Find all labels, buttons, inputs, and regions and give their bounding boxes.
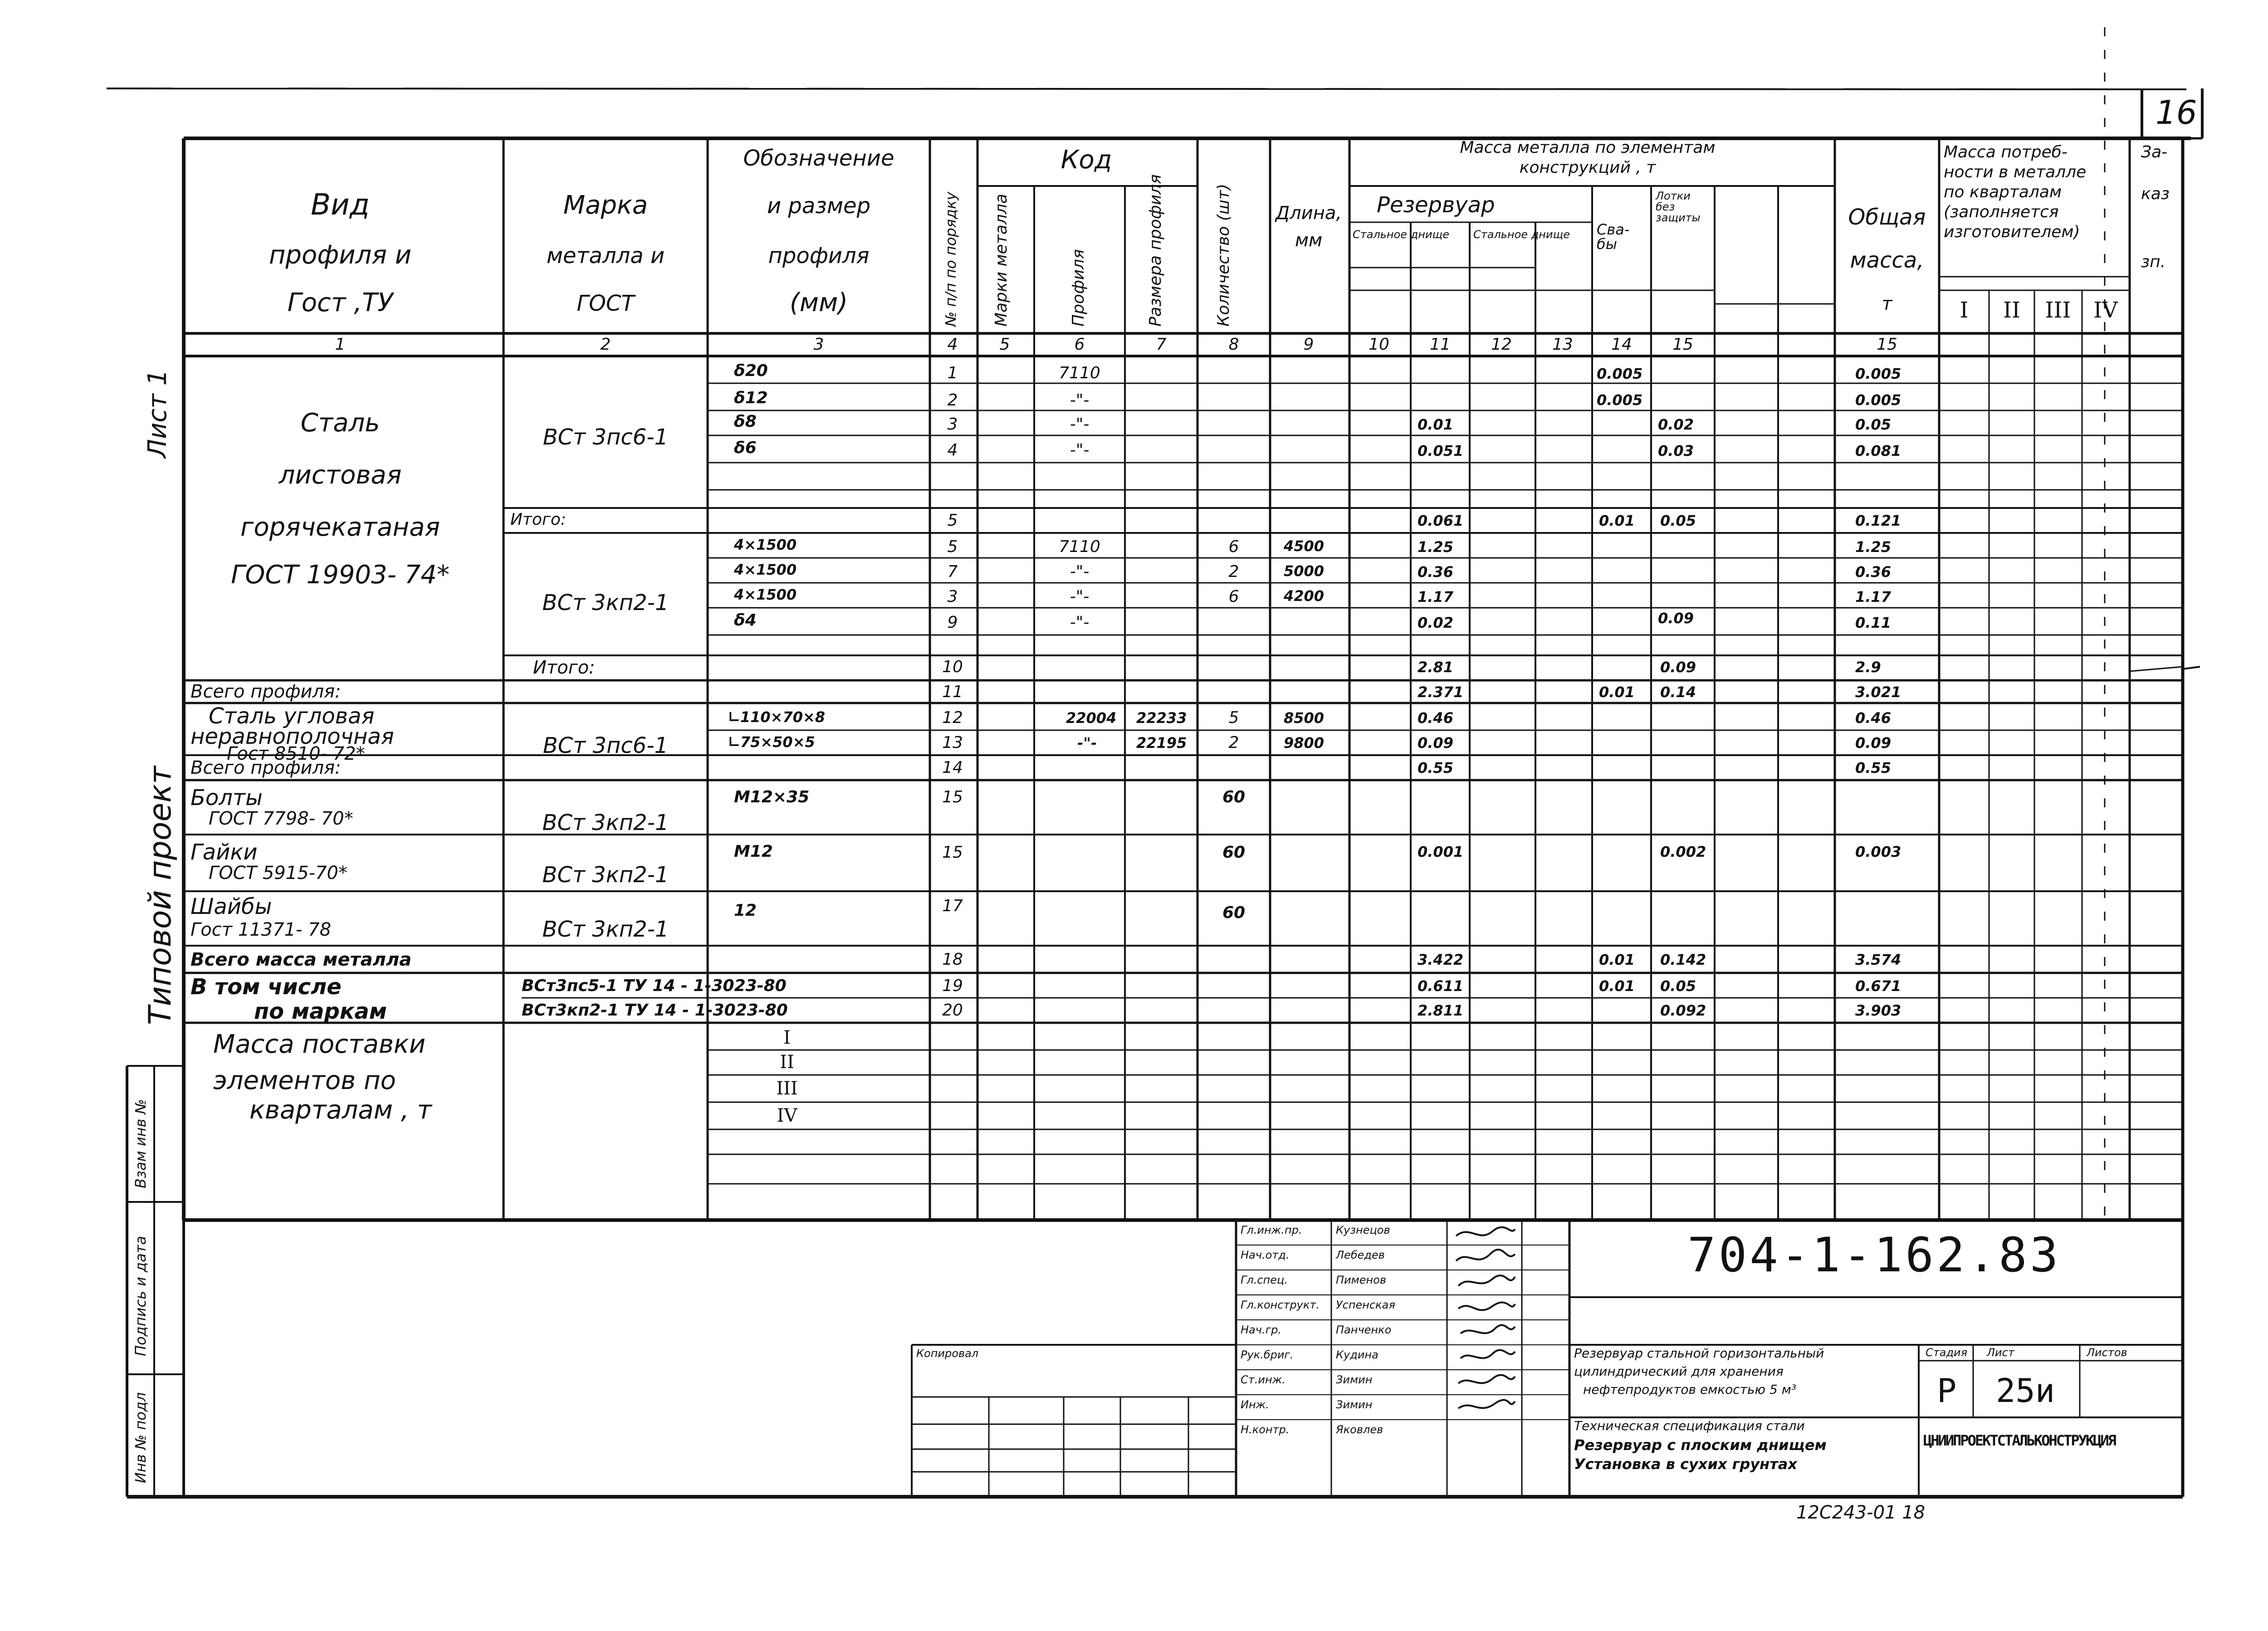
row6-qty: 6 bbox=[1228, 537, 1239, 556]
row11-no: 11 bbox=[942, 683, 963, 701]
colnum-4: 4 bbox=[947, 335, 958, 354]
tb-role-4: Гл.конструкт. bbox=[1241, 1299, 1320, 1311]
colnum-12: 12 bbox=[1491, 335, 1512, 354]
row10-c15: 0.09 bbox=[1660, 659, 1696, 676]
sheet-side-label: Лист 1 bbox=[143, 369, 172, 458]
binding-label-3: Инв № подл bbox=[132, 1392, 149, 1483]
row7-qty: 2 bbox=[1228, 562, 1239, 581]
row7-total: 0.36 bbox=[1855, 563, 1891, 581]
tb-role-1: Гл.инж.пр. bbox=[1241, 1224, 1302, 1236]
row5-total: 0.121 bbox=[1855, 512, 1901, 529]
header-code: Код bbox=[1061, 145, 1112, 175]
total-metal-c11: 3.422 bbox=[1418, 951, 1464, 968]
incl1-spec: ВСт3пс5-1 ТУ 14 - 1-3023-80 bbox=[522, 977, 787, 995]
drawing-code: 704-1-162.83 bbox=[1687, 1227, 2061, 1283]
header-sub-d: Лотки без защиты bbox=[1656, 190, 1701, 224]
header-sub-c: Сва- бы bbox=[1597, 221, 1630, 253]
angle1-qty: 5 bbox=[1228, 708, 1239, 727]
tb-role-7: Ст.инж. bbox=[1241, 1373, 1286, 1386]
tb-stamp-note: Копировал bbox=[916, 1347, 979, 1360]
header-designation-2: и размер bbox=[767, 193, 871, 219]
angle1-total: 0.46 bbox=[1855, 709, 1891, 727]
total-metal-c14: 0.01 bbox=[1599, 951, 1635, 968]
row7-no: 7 bbox=[947, 562, 958, 581]
incl1-c11: 0.611 bbox=[1418, 977, 1464, 995]
header-no: № п/п по порядку bbox=[942, 191, 959, 327]
colnum-9: 9 bbox=[1303, 335, 1314, 354]
row7-length: 5000 bbox=[1284, 562, 1325, 580]
row1-designation: δ20 bbox=[734, 361, 768, 380]
nuts-no: 15 bbox=[942, 843, 963, 862]
colnum-6: 6 bbox=[1074, 335, 1085, 354]
delivery-quarter-4: IV bbox=[777, 1105, 797, 1126]
tb-role-6: Рук.бриг. bbox=[1241, 1348, 1294, 1361]
header-mass-group-1: Масса металла по элементам bbox=[1460, 138, 1716, 157]
nuts-total: 0.003 bbox=[1855, 843, 1901, 860]
header-quarter-2: II bbox=[2003, 298, 2020, 323]
row10-c11: 2.81 bbox=[1418, 659, 1453, 676]
row1-no: 1 bbox=[947, 364, 958, 382]
header-sub-a: Стальное днище bbox=[1353, 228, 1449, 241]
incl1-c14: 0.01 bbox=[1599, 977, 1635, 995]
total-profile2-c11: 0.55 bbox=[1418, 759, 1453, 776]
tb-role-2: Нач.отд. bbox=[1241, 1249, 1290, 1261]
washers-name-2: Гост 11371- 78 bbox=[191, 919, 332, 940]
colnum-5: 5 bbox=[999, 335, 1010, 354]
angle1-length: 8500 bbox=[1284, 709, 1325, 727]
group1-grade-b: ВСт 3кп2-1 bbox=[542, 590, 669, 615]
header-sub-b: Стальное днище bbox=[1473, 228, 1570, 241]
row10-total: 2.9 bbox=[1855, 659, 1881, 676]
row3-total: 0.05 bbox=[1855, 416, 1891, 433]
row4-c11: 0.051 bbox=[1418, 442, 1464, 459]
tb-org: ЦНИИПРОЕКТСТАЛЬКОНСТРУКЦИЯ bbox=[1923, 1432, 2115, 1449]
tb-name-5: Панченко bbox=[1336, 1323, 1392, 1336]
group1-grade-a: ВСт 3пс6-1 bbox=[543, 425, 669, 450]
row8-designation: 4×1500 bbox=[734, 586, 797, 603]
group1-profile-3: горячекатаная bbox=[240, 513, 440, 542]
nuts-name-2: ГОСТ 5915-70* bbox=[209, 863, 347, 884]
row5-c11: 0.061 bbox=[1418, 512, 1464, 529]
row11-c11: 2.371 bbox=[1418, 684, 1464, 701]
angle2-no: 13 bbox=[942, 733, 963, 752]
row8-no: 3 bbox=[947, 587, 958, 606]
row4-total: 0.081 bbox=[1855, 442, 1901, 459]
row6-no: 5 bbox=[947, 537, 958, 556]
tb-name-9: Яковлев bbox=[1336, 1423, 1383, 1436]
row4-profile-code: -"- bbox=[1070, 441, 1090, 459]
delivery-quarter-1: I bbox=[783, 1027, 791, 1048]
tb-desc-bottom-2: Резервуар с плоским днищем bbox=[1574, 1436, 1827, 1454]
row1-c14: 0.005 bbox=[1597, 365, 1643, 382]
colnum-7: 7 bbox=[1156, 335, 1167, 354]
row3-c15: 0.02 bbox=[1658, 416, 1694, 433]
incl-label-1: В том числе bbox=[191, 974, 342, 1000]
header-quarterly-5: изготовителем) bbox=[1944, 223, 2080, 241]
tb-role-3: Гл.спец. bbox=[1241, 1274, 1288, 1286]
row7-profile-code: -"- bbox=[1070, 562, 1090, 581]
header-total-1: Общая bbox=[1848, 205, 1926, 230]
bolts-qty: 60 bbox=[1222, 788, 1246, 806]
bolts-no: 15 bbox=[942, 788, 963, 806]
tb-name-8: Зимин bbox=[1336, 1398, 1373, 1411]
header-order-3: зп. bbox=[2141, 253, 2166, 271]
row6-profile-code: 7110 bbox=[1059, 537, 1100, 556]
row11-total: 3.021 bbox=[1855, 684, 1901, 701]
angle1-size-code: 22233 bbox=[1136, 709, 1187, 727]
colnum-8: 8 bbox=[1228, 335, 1239, 354]
total-metal-label: Всего масса металла bbox=[191, 949, 412, 970]
angle2-qty: 2 bbox=[1228, 733, 1239, 752]
header-code-grade: Марки металла bbox=[992, 194, 1011, 327]
row8-qty: 6 bbox=[1228, 587, 1239, 606]
incl2-no: 20 bbox=[942, 1001, 963, 1020]
header-reservoir: Резервуар bbox=[1377, 192, 1495, 218]
row3-designation: δ8 bbox=[734, 412, 757, 431]
incl1-no: 19 bbox=[942, 977, 963, 995]
row9-designation: δ4 bbox=[734, 611, 757, 630]
header-grade-3: ГОСТ bbox=[577, 291, 635, 316]
header-quarter-4: IV bbox=[2093, 298, 2118, 323]
row9-total: 0.11 bbox=[1855, 614, 1891, 631]
row4-c15: 0.03 bbox=[1658, 442, 1694, 459]
row9-c11: 0.02 bbox=[1418, 614, 1453, 631]
header-designation-4: (мм) bbox=[789, 288, 848, 317]
colnum-11: 11 bbox=[1430, 335, 1451, 354]
total-profile2-no: 14 bbox=[942, 758, 963, 777]
tb-role-5: Нач.гр. bbox=[1241, 1323, 1282, 1336]
row4-designation: δ6 bbox=[734, 439, 757, 457]
header-profile-3: Гост ,ТУ bbox=[287, 288, 393, 317]
row6-c11: 1.25 bbox=[1418, 538, 1453, 556]
incl2-spec: ВСт3кп2-1 ТУ 14 - 1-3023-80 bbox=[522, 1001, 788, 1020]
group1-profile-1: Сталь bbox=[300, 408, 380, 438]
colnum-13: 13 bbox=[1552, 335, 1573, 354]
row2-no: 2 bbox=[947, 391, 958, 410]
header-quarter-3: III bbox=[2045, 298, 2071, 323]
row3-no: 3 bbox=[947, 415, 958, 434]
row1-profile-code: 7110 bbox=[1059, 364, 1100, 382]
row8-length: 4200 bbox=[1284, 587, 1325, 605]
washers-name-1: Шайбы bbox=[191, 894, 272, 919]
header-total-2: масса, bbox=[1850, 248, 1924, 273]
washers-no: 17 bbox=[942, 897, 963, 915]
row11-c14: 0.01 bbox=[1599, 684, 1635, 701]
total-profile2-total: 0.55 bbox=[1855, 759, 1891, 776]
washers-qty: 60 bbox=[1222, 903, 1246, 922]
header-designation-3: профиля bbox=[768, 243, 870, 269]
angle1-c11: 0.46 bbox=[1418, 709, 1453, 727]
nuts-c15: 0.002 bbox=[1660, 843, 1706, 860]
group1-profile-2: листовая bbox=[279, 460, 402, 490]
tb-desc-top-3: нефтепродуктов емкостью 5 м³ bbox=[1583, 1382, 1797, 1397]
header-order-1: За- bbox=[2141, 143, 2168, 161]
nuts-name-1: Гайки bbox=[191, 840, 258, 865]
signatures bbox=[1452, 1222, 1520, 1449]
row5-c14: 0.01 bbox=[1599, 512, 1635, 529]
group1-subtotal-label2: Итого: bbox=[533, 657, 595, 678]
row8-c11: 1.17 bbox=[1418, 588, 1453, 606]
project-side-label: Типовой проект bbox=[142, 766, 178, 1025]
angle-profile-2: неравнополочная bbox=[191, 724, 394, 749]
incl1-total: 0.671 bbox=[1855, 977, 1901, 995]
row6-total: 1.25 bbox=[1855, 538, 1891, 556]
header-profile-1: Вид bbox=[311, 188, 370, 222]
header-quarterly-1: Масса потреб- bbox=[1944, 143, 2068, 161]
tb-name-3: Пименов bbox=[1336, 1274, 1387, 1286]
header-quarterly-3: по кварталам bbox=[1944, 183, 2062, 201]
header-code-profile: Профиля bbox=[1069, 249, 1088, 327]
row9-profile-code: -"- bbox=[1070, 613, 1090, 632]
row6-designation: 4×1500 bbox=[734, 536, 797, 553]
header-quarterly-4: (заполняется bbox=[1944, 203, 2059, 221]
row5-c15: 0.05 bbox=[1660, 512, 1696, 529]
angle-grade: ВСт 3пс6-1 bbox=[543, 733, 669, 758]
angle1-no: 12 bbox=[942, 708, 963, 727]
nuts-grade: ВСт 3кп2-1 bbox=[542, 862, 669, 888]
angle-profile-1: Сталь угловая bbox=[209, 703, 375, 729]
colnum-10: 10 bbox=[1369, 335, 1389, 354]
tb-stage-header: Стадия bbox=[1926, 1346, 1968, 1359]
colnum-16: 15 bbox=[1877, 335, 1897, 354]
row2-total: 0.005 bbox=[1855, 391, 1901, 409]
row3-c11: 0.01 bbox=[1418, 416, 1453, 433]
row8-profile-code: -"- bbox=[1070, 587, 1090, 606]
colnum-2: 2 bbox=[600, 335, 611, 354]
row11-c15: 0.14 bbox=[1660, 684, 1696, 701]
angle1-grade-code: 22004 bbox=[1066, 709, 1117, 727]
bolts-name-2: ГОСТ 7798- 70* bbox=[209, 808, 353, 829]
row1-total: 0.005 bbox=[1855, 365, 1901, 382]
nuts-c11: 0.001 bbox=[1418, 843, 1464, 860]
row2-designation: δ12 bbox=[734, 389, 768, 407]
tb-desc-top-2: цилиндрический для хранения bbox=[1574, 1364, 1784, 1379]
angle-profile-3: Гост 8510- 72* bbox=[227, 743, 365, 764]
delivery-quarter-3: III bbox=[776, 1078, 798, 1099]
washers-grade: ВСт 3кп2-1 bbox=[542, 917, 669, 942]
incl2-total: 3.903 bbox=[1855, 1002, 1901, 1019]
binding-label-2: Подпись и дата bbox=[132, 1235, 149, 1356]
tb-role-8: Инж. bbox=[1241, 1398, 1269, 1411]
nuts-qty: 60 bbox=[1222, 843, 1246, 862]
delivery-label-2: элементов по bbox=[213, 1066, 396, 1095]
total-profile-label: Всего профиля: bbox=[191, 681, 341, 702]
header-length-1: Длина, bbox=[1275, 203, 1342, 224]
row8-total: 1.17 bbox=[1855, 588, 1891, 606]
delivery-label-3: кварталам , т bbox=[249, 1095, 432, 1125]
tb-role-9: Н.контр. bbox=[1241, 1423, 1290, 1436]
header-qty: Количество (шт) bbox=[1214, 184, 1233, 327]
bolts-name-1: Болты bbox=[191, 785, 263, 811]
tb-name-1: Кузнецов bbox=[1336, 1224, 1390, 1236]
colnum-3: 3 bbox=[813, 335, 824, 354]
row7-designation: 4×1500 bbox=[734, 561, 797, 578]
row2-c14: 0.005 bbox=[1597, 391, 1643, 409]
header-order-2: каз bbox=[2141, 185, 2170, 203]
header-quarterly-2: ности в металле bbox=[1944, 163, 2087, 181]
header-quarter-1: I bbox=[1960, 298, 1969, 323]
tb-name-4: Успенская bbox=[1336, 1299, 1395, 1311]
tb-sheets-header: Листов bbox=[2087, 1346, 2127, 1359]
tb-sheet: 25и bbox=[1996, 1372, 2055, 1410]
nuts-designation: М12 bbox=[734, 842, 773, 861]
group1-subtotal-label: Итого: bbox=[510, 510, 566, 529]
row2-profile-code: -"- bbox=[1070, 391, 1090, 410]
header-length-2: мм bbox=[1295, 230, 1323, 251]
header-code-size: Размера профиля bbox=[1146, 174, 1165, 327]
colnum-15: 15 bbox=[1672, 335, 1693, 354]
bolts-designation: М12×35 bbox=[734, 788, 810, 806]
angle2-size-code: 22195 bbox=[1136, 734, 1187, 752]
binding-label-1: Взам инв № bbox=[132, 1099, 149, 1188]
incl-label-2: по маркам bbox=[254, 999, 387, 1024]
header-grade-2: металла и bbox=[546, 243, 665, 269]
incl2-c15: 0.092 bbox=[1660, 1002, 1706, 1019]
incl2-c11: 2.811 bbox=[1418, 1002, 1464, 1019]
row4-no: 4 bbox=[947, 441, 958, 459]
washers-designation: 12 bbox=[734, 901, 757, 920]
angle2-length: 9800 bbox=[1284, 734, 1325, 752]
delivery-label-1: Масса поставки bbox=[213, 1030, 426, 1059]
row7-c11: 0.36 bbox=[1418, 563, 1453, 581]
angle2-total: 0.09 bbox=[1855, 734, 1891, 752]
row5-no: 5 bbox=[947, 511, 958, 530]
incl1-c15: 0.05 bbox=[1660, 977, 1696, 995]
colnum-14: 14 bbox=[1611, 335, 1632, 354]
angle2-designation: ∟75×50×5 bbox=[728, 733, 815, 751]
bolts-grade: ВСт 3кп2-1 bbox=[542, 810, 669, 835]
tb-desc-top-1: Резервуар стальной горизонтальный bbox=[1574, 1346, 1824, 1361]
tb-sheet-header: Лист bbox=[1987, 1346, 2014, 1359]
header-designation-1: Обозначение bbox=[743, 146, 894, 171]
archive-number: 12С243-01 18 bbox=[1796, 1502, 1926, 1523]
header-profile-2: профиля и bbox=[269, 240, 412, 270]
header-grade-1: Марка bbox=[563, 190, 648, 220]
page-number: 16 bbox=[2156, 93, 2197, 132]
colnum-1: 1 bbox=[335, 335, 346, 354]
total-metal-no: 18 bbox=[942, 950, 963, 969]
row10-no: 10 bbox=[942, 658, 963, 676]
tb-name-7: Зимин bbox=[1336, 1373, 1373, 1386]
total-metal-total: 3.574 bbox=[1855, 951, 1901, 968]
row9-c15: 0.09 bbox=[1658, 610, 1694, 627]
row6-length: 4500 bbox=[1284, 537, 1325, 555]
angle2-grade-code: -"- bbox=[1077, 734, 1097, 752]
angle1-designation: ∟110×70×8 bbox=[728, 708, 826, 726]
tb-name-2: Лебедев bbox=[1336, 1249, 1385, 1261]
tb-name-6: Кудина bbox=[1336, 1348, 1378, 1361]
group1-profile-4: ГОСТ 19903- 74* bbox=[231, 560, 450, 590]
header-total-3: т bbox=[1882, 293, 1892, 314]
tb-stage: Р bbox=[1937, 1372, 1957, 1410]
delivery-quarter-2: II bbox=[780, 1052, 794, 1073]
tb-desc-bottom-3: Установка в сухих грунтах bbox=[1574, 1455, 1798, 1473]
tb-desc-bottom-1: Техническая спецификация стали bbox=[1574, 1418, 1805, 1433]
row3-profile-code: -"- bbox=[1070, 415, 1090, 434]
header-mass-group-2: конструкций , т bbox=[1519, 158, 1656, 177]
angle2-c11: 0.09 bbox=[1418, 734, 1453, 752]
total-profile2-label: Всего профиля: bbox=[191, 757, 341, 778]
total-metal-c15: 0.142 bbox=[1660, 951, 1706, 968]
row9-no: 9 bbox=[947, 613, 958, 632]
